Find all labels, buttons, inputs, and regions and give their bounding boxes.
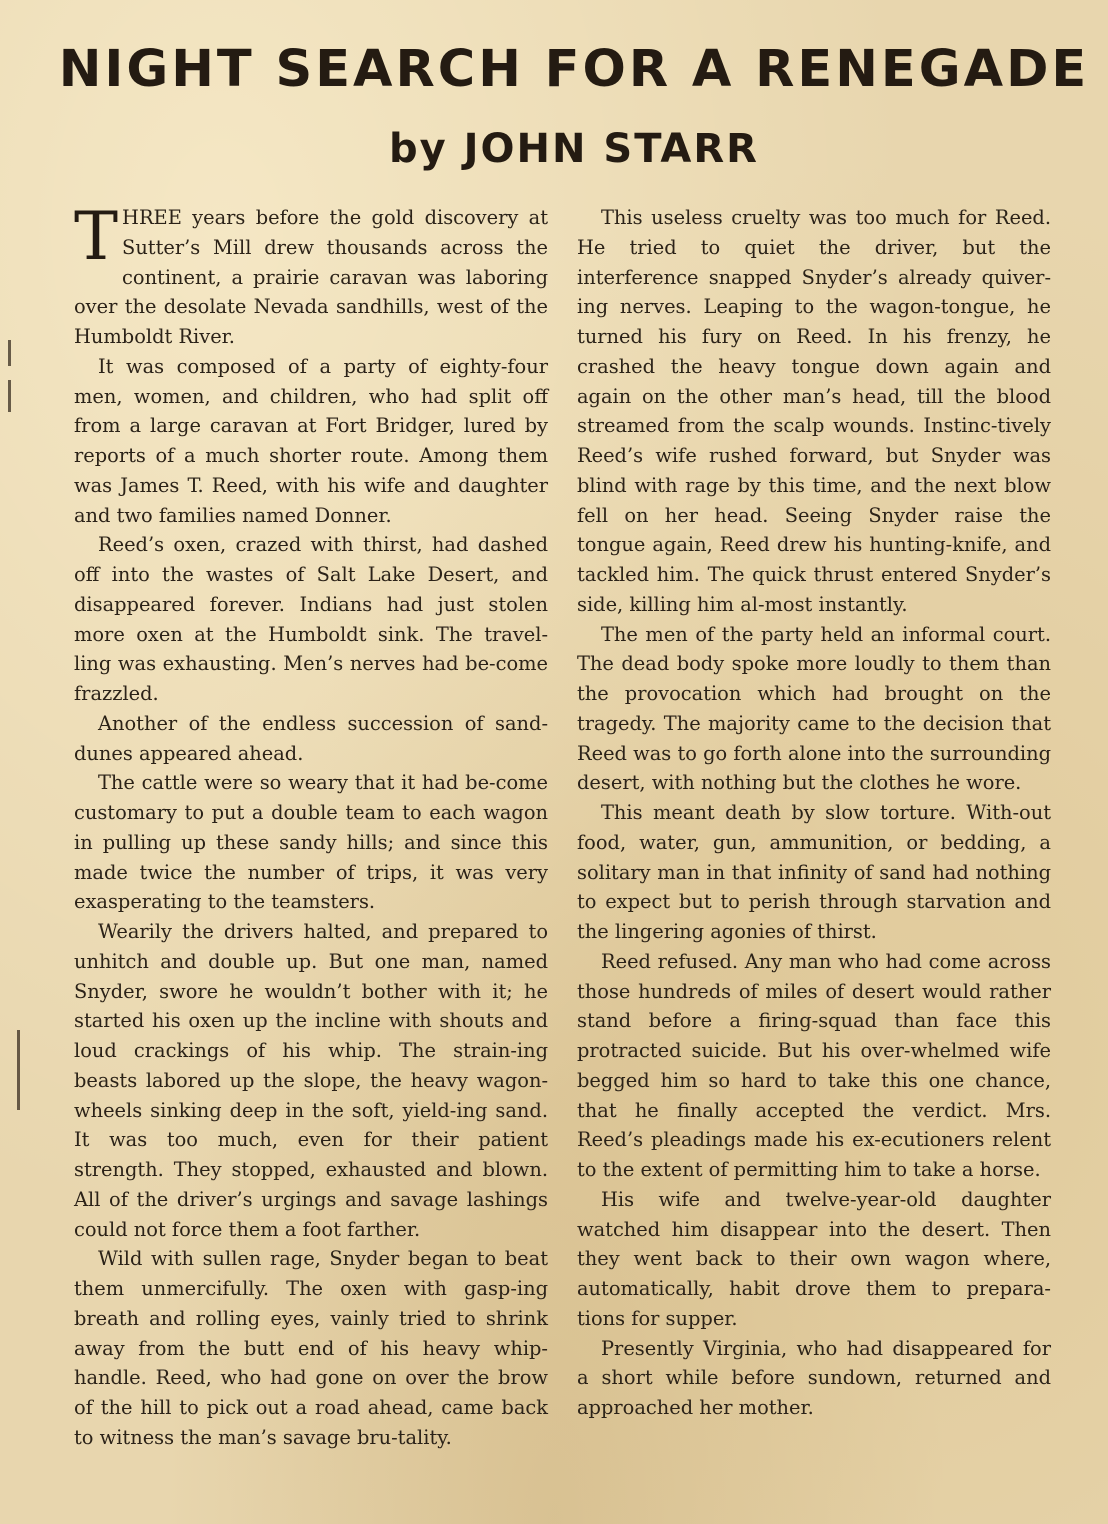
body-paragraph: The cattle were so weary that it had be-come customary to put a double team to each wagon in pulling up these sandy hills; and since this made twice the number of trips, it was very exasperating to the teamsters.: [74, 771, 548, 914]
opening-paragraph: [74, 198, 548, 352]
body-paragraph: This meant death by slow torture. With-out food, water, gun, ammunition, or bedding, a solitary man in that infinity of sand had nothing to expect but to perish through starvation and the lingering agonies of thirst.: [577, 801, 1051, 943]
margin-mark: [8, 380, 11, 412]
opening-paragraph-text: HREE years before the gold discovery at Sutter’s Mill drew thousands across the continent, a prairie caravan was laboring over the desolate Nevada sandhills, west of the Humboldt River.: [74, 206, 548, 348]
body-paragraph: His wife and twelve-year-old daughter watched him disappear into the desert. Then they went back to their own wagon where, automatically, habit drove them to prepara-tions for supper.: [577, 1187, 1051, 1330]
article-byline: by JOHN STARR: [389, 126, 759, 172]
body-paragraph: Wild with sullen rage, Snyder began to beat them unmercifully. The oxen with gasp-ing breath and rolling eyes, vainly tried to shrink away from the butt end of his heavy whip-handle. Reed, who had gone on over the brow of the hill to pick out a road ahead, came back to witness the man’s savage bru-tality.: [74, 1247, 548, 1449]
body-paragraph: It was composed of a party of eighty-four men, women, and children, who had split off from a large caravan at Fort Bridger, lured by reports of a much shorter route. Among them was James T. Reed, with his wife and daughter and two families named Donner.: [74, 354, 548, 527]
body-paragraph: The men of the party held an informal court. The dead body spoke more loudly to them than the provocation which had brought on the tragedy. The majority came to the decision that Reed was to go forth alone into the surrounding desert, with nothing but the clothes he wore.: [577, 622, 1051, 795]
body-paragraph: This useless cruelty was too much for Reed. He tried to quiet the driver, but the interference snapped Snyder’s already quiver-ing nerves. Leaping to the wagon-tongue, he turned his fury on Reed. In his frenzy, he crashed the heavy tongue down again and again on the other man’s head, till the blood streamed from the scalp wounds. Instinc-tively Reed’s wife rushed forward, but Snyder was blind with rage by this time, and the next blow fell on her head. Seeing Snyder raise the tongue again, Reed drew his hunting-knife, and tackled him. The quick thrust entered Snyder’s side, killing him al-most instantly.: [577, 206, 1051, 616]
margin-mark: [17, 1030, 20, 1110]
body-paragraph: Reed refused. Any man who had come across those hundreds of miles of desert would rather stand before a firing-squad than face this protracted suicide. But his over-whelmed wife begged him so hard to take this one chance, that he finally accepted the verdict. Mrs. Reed’s pleadings made his ex-ecutioners relent to the extent of permitting him to take a horse.: [577, 949, 1051, 1181]
body-paragraph: Wearily the drivers halted, and prepared to unhitch and double up. But one man, named Snyder, swore he wouldn’t bother with it; he started his oxen up the incline with shouts and loud crackings of his whip. The strain-ing beasts labored up the slope, the heavy wagon-wheels sinking deep in the soft, yield-ing sand. It was too much, even for their patient strength. They stopped, exhausted and blown. All of the driver’s urgings and savage lashings could not force them a foot farther.: [74, 920, 548, 1241]
drop-cap: T: [74, 198, 119, 275]
body-paragraph: Reed’s oxen, crazed with thirst, had dashed off into the wastes of Salt Lake Desert, and disappeared forever. Indians had just stolen more oxen at the Humboldt sink. The travel-ling was exhausting. Men’s nerves had be-come frazzled.: [74, 533, 548, 705]
left-column: [74, 198, 548, 1453]
right-column: [577, 203, 1051, 1423]
body-paragraph: Presently Virginia, who had disappeared for a short while before sundown, returned and approached her mother.: [577, 1336, 1051, 1419]
margin-mark: [8, 340, 11, 366]
body-paragraph: Another of the endless succession of sand-dunes appeared ahead.: [74, 711, 548, 765]
article-title: NIGHT SEARCH FOR A RENEGADE: [58, 40, 1090, 99]
